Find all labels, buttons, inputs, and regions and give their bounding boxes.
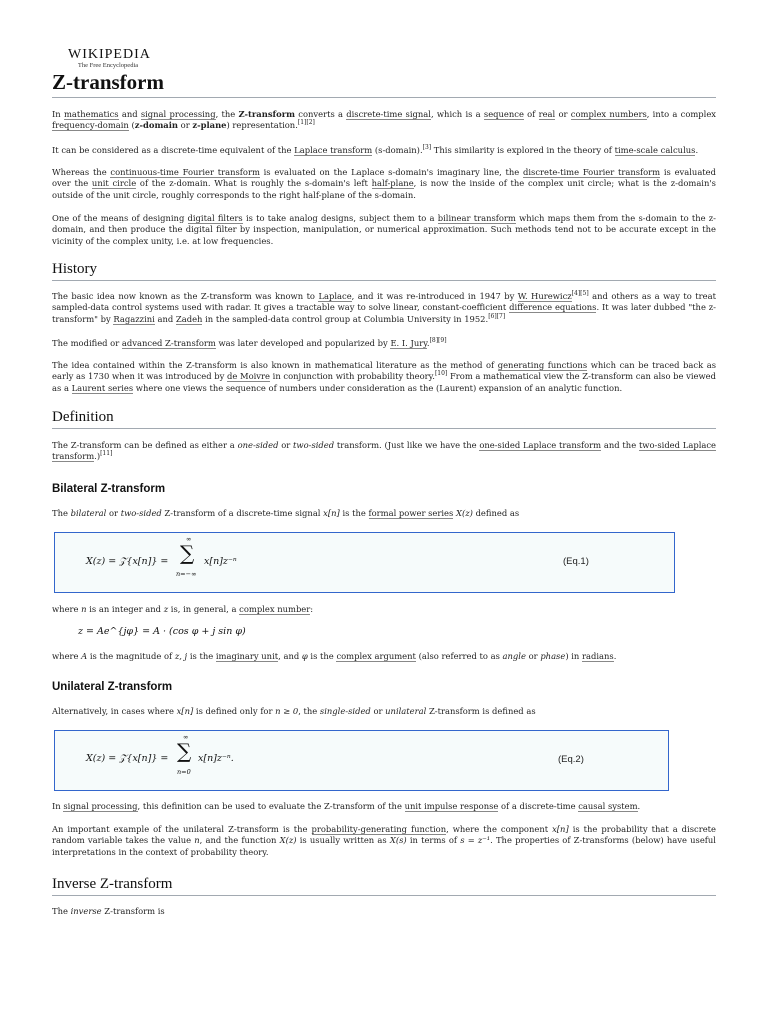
citation-ref[interactable]: [4][5]: [571, 290, 589, 298]
link-unit-impulse-response[interactable]: unit impulse response: [404, 801, 499, 811]
intro-paragraph-4: One of the means of designing digital filters is to take analog designs, subject them to a bilinear transform which maps them from the s-domain to the z-domain, and then produce the digital filter by inspection, manipulation, or numerical approximation. Such methods tend not to be accurate except in the vicinity of the complex unity, i.e. at low frequencies.: [52, 213, 716, 246]
link-ragazzini[interactable]: Ragazzini: [113, 313, 155, 324]
link-time-scale-calculus[interactable]: time-scale calculus: [614, 145, 696, 155]
unilateral-paragraph-2: In signal processing, this definition can be used to evaluate the Z-transform of the unit impulse response of a discrete-time causal system.: [52, 801, 641, 811]
link-formal-power-series[interactable]: formal power series: [368, 508, 454, 518]
sum-upper-limit: ∞: [183, 733, 189, 741]
link-frequency-domain[interactable]: frequency-domain: [52, 120, 129, 131]
link-bilinear-transform[interactable]: bilinear transform: [437, 213, 516, 223]
equation-rhs: x[n]z⁻ⁿ: [204, 556, 237, 567]
citation-ref[interactable]: [11]: [100, 450, 113, 458]
sum-lower-limit: n=0: [177, 768, 191, 776]
link-sequence[interactable]: sequence: [483, 109, 524, 119]
history-paragraph-3: The idea contained within the Z-transform is also known in mathematical literature as the method of generating functions which can be traced back as early as 1730 when it was introduced by de Moivre in conjunction with probability theory.[10] From a mathematical view the Z-transform can also be viewed as a Laurent series where one views the sequence of numbers under consideration as the (Laurent) expansion of an analytic function.: [52, 360, 717, 393]
link-continuous-time-fourier-transform[interactable]: continuous-time Fourier transform: [110, 167, 260, 177]
equation-box-2: [54, 730, 669, 791]
section-rule: [52, 428, 716, 429]
link-discrete-time-fourier-transform[interactable]: discrete-time Fourier transform: [523, 167, 661, 177]
link-de-moivre[interactable]: de Moivre: [227, 371, 270, 382]
equation-rhs: x[n]z⁻ⁿ.: [198, 753, 234, 764]
wikipedia-logo[interactable]: [68, 47, 151, 69]
link-half-plane[interactable]: half-plane: [371, 178, 414, 189]
citation-ref[interactable]: [10]: [434, 370, 448, 378]
equation-box-1: [54, 532, 675, 593]
subsection-heading-unilateral: Unilateral Z-transform: [52, 681, 173, 693]
link-causal-system[interactable]: causal system: [578, 801, 638, 811]
link-radians[interactable]: radians: [582, 651, 614, 661]
link-e-i-jury[interactable]: E. I. Jury: [390, 338, 427, 348]
link-w-hurewicz[interactable]: W. Hurewicz: [517, 291, 572, 301]
bilateral-paragraph-2: where n is an integer and z is, in general, a complex number:: [52, 604, 314, 614]
intro-paragraph-3: Whereas the continuous-time Fourier transform is evaluated on the Laplace s-domain's imaginary line, the discrete-time Fourier transform is evaluated over the unit circle of the z-domain. What is roughly the s-domain's left half-plane, is now the inside of the complex unit circle; what is the z-domain's outside of the unit circle, roughly corresponds to the right half-plane of the s-domain.: [52, 167, 716, 200]
logo-tagline: The Free Encyclopedia: [77, 62, 139, 69]
unilateral-paragraph-1: Alternatively, in cases where x[n] is defined only for n ≥ 0, the single-sided or unilateral Z-transform is defined as: [52, 706, 536, 716]
page-title: Z-transform: [52, 70, 164, 94]
link-probability-generating-function[interactable]: probability-generating function: [311, 824, 447, 834]
sum-lower-limit: n=−∞: [176, 570, 197, 578]
summation-symbol: ∑: [177, 739, 192, 763]
link-advanced-z-transform[interactable]: advanced Z-transform: [121, 338, 216, 348]
link-signal-processing[interactable]: signal processing: [63, 801, 138, 811]
intro-paragraph-2: It can be considered as a discrete-time equivalent of the Laplace transform (s-domain).[3] This similarity is explored in the theory of time-scale calculus.: [52, 144, 699, 155]
bilateral-paragraph-3: where A is the magnitude of z, j is the imaginary unit, and φ is the complex argument (also referred to as angle or phase) in radians.: [52, 651, 617, 661]
link-generating-functions[interactable]: generating functions: [497, 360, 588, 370]
link-two-sided-laplace-transform[interactable]: two-sided Laplace transform: [52, 440, 717, 462]
equation-lhs: X(z) = 𝒵{x[n]} =: [86, 753, 169, 764]
section-heading-history: History: [52, 261, 97, 277]
summation-symbol: ∑: [180, 541, 195, 565]
equation-lhs: X(z) = 𝒵{x[n]} =: [86, 556, 169, 567]
link-complex-numbers[interactable]: complex numbers: [570, 109, 647, 119]
citation-ref[interactable]: [6][7]: [488, 313, 506, 321]
section-rule: [52, 280, 716, 281]
link-signal-processing[interactable]: signal processing: [140, 109, 216, 119]
link-mathematics[interactable]: mathematics: [63, 109, 119, 119]
subsection-heading-bilateral: Bilateral Z-transform: [52, 483, 166, 495]
bilateral-paragraph-1: The bilateral or two-sided Z-transform of a discrete-time signal x[n] is the formal power series X(z) defined as: [52, 508, 520, 518]
unilateral-paragraph-3: An important example of the unilateral Z-transform is the probability-generating function, where the component x[n] is the probability that a discrete random variable takes the value n, and the function X(z) is usually written as X(s) in terms of s = z⁻¹. The properties of Z-transforms (below) have useful interpretations in the context of probability theory.: [52, 824, 716, 857]
link-difference-equations[interactable]: difference equations: [509, 302, 597, 313]
link-imaginary-unit[interactable]: imaginary unit: [215, 651, 279, 661]
inverse-paragraph-1: The inverse Z-transform is: [52, 906, 165, 916]
link-laplace-transform[interactable]: Laplace transform: [294, 145, 373, 155]
link-discrete-time-signal[interactable]: discrete-time signal: [346, 109, 431, 119]
link-complex-number[interactable]: complex number: [239, 604, 311, 614]
history-paragraph-1: The basic idea now known as the Z-transform was known to Laplace, and it was re-introduced in 1947 by W. Hurewicz[4][5] and others as a way to treat sampled-data control systems used with radar. It gives a tractable way to solve linear, constant-coefficient difference equations. It was later dubbed "the z-transform" by Ragazzini and Zadeh in the sampled-data control group at Columbia University in 1952.[6][7]: [52, 290, 716, 324]
section-heading-inverse: Inverse Z-transform: [52, 876, 173, 892]
section-rule: [52, 895, 716, 896]
intro-paragraph-1: In mathematics and signal processing, the Z-transform converts a discrete-time signal, which is a sequence of real or complex numbers, into a complex frequency-domain (z-domain or z-plane) representation.[1][2]: [52, 109, 717, 131]
link-zadeh[interactable]: Zadeh: [175, 313, 203, 324]
link-digital-filters[interactable]: digital filters: [187, 213, 243, 223]
link-laurent-series[interactable]: Laurent series: [71, 382, 134, 393]
logo-wordmark: WIKIPEDIA: [68, 47, 151, 62]
equation-label: (Eq.1): [563, 556, 589, 567]
citation-ref[interactable]: [1][2]: [297, 119, 315, 127]
link-unit-circle[interactable]: unit circle: [91, 178, 137, 189]
sum-upper-limit: ∞: [186, 535, 192, 543]
citation-ref[interactable]: [3]: [422, 144, 432, 152]
link-one-sided-laplace-transform[interactable]: one-sided Laplace transform: [479, 440, 602, 450]
link-complex-argument[interactable]: complex argument: [336, 651, 416, 661]
title-rule: [52, 97, 716, 98]
citation-ref[interactable]: [8][9]: [429, 337, 447, 345]
section-heading-definition: Definition: [52, 409, 114, 425]
history-paragraph-2: The modified or advanced Z-transform was later developed and popularized by E. I. Jury.[8][9]: [52, 337, 447, 348]
link-laplace[interactable]: Laplace: [318, 291, 352, 301]
z-polar-formula: z = Ae^{jφ} = A · (cos φ + j sin φ): [78, 626, 246, 637]
definition-paragraph-1: The Z-transform can be defined as either a one-sided or two-sided transform. (Just like we have the one-sided Laplace transform and the two-sided Laplace transform.)[11]: [52, 440, 717, 462]
link-real[interactable]: real: [538, 109, 556, 119]
equation-label: (Eq.2): [558, 754, 584, 765]
